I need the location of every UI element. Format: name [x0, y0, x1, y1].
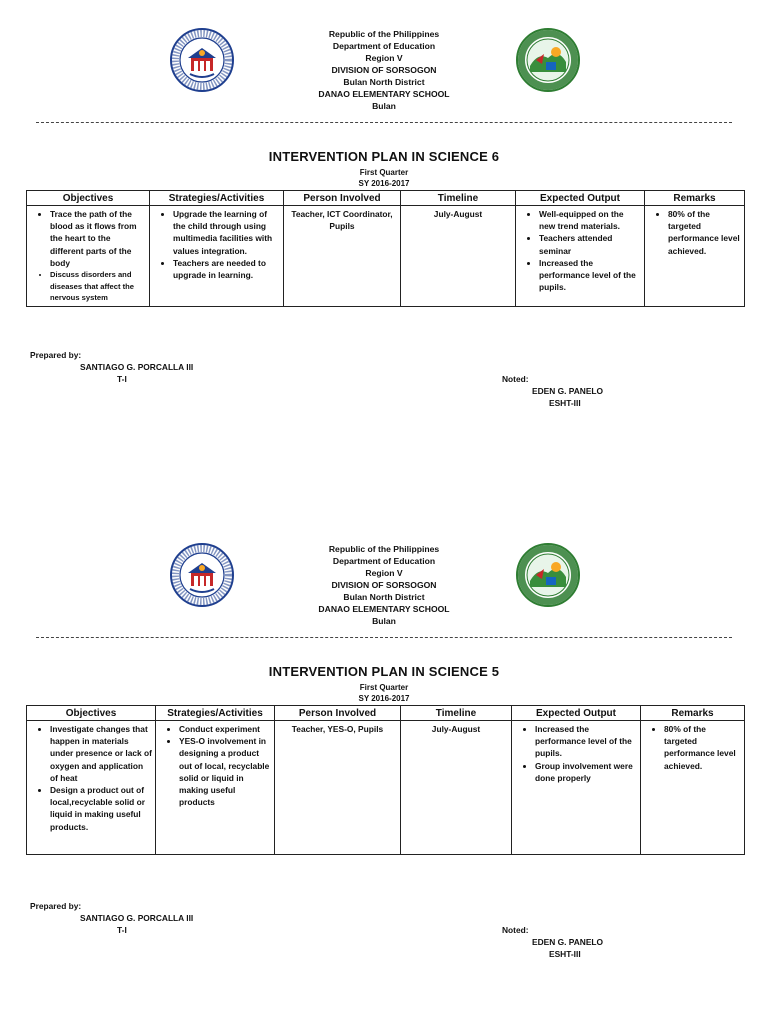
address-line: DIVISION OF SORSOGON	[331, 65, 437, 75]
prepared-by-label: Prepared by:	[30, 901, 82, 911]
objectives-cell	[27, 206, 150, 307]
column-header: Expected Output	[512, 706, 641, 721]
address-line: Department of Education	[332, 556, 436, 566]
list-item: • 80% of the targeted performance level achieved.	[668, 208, 741, 257]
table-row	[27, 721, 745, 855]
plan-table	[26, 190, 745, 307]
prepared-by-name: SANTIAGO G. PORCALLA III	[80, 362, 194, 372]
division-sorsogon-seal-icon	[516, 28, 580, 92]
list-item: • Upgrade the learning of the child through using multimedia facilities with values integration.	[173, 208, 280, 257]
list-item: • Design a product out of local,recyclable solid or liquid in making useful products.	[50, 784, 152, 833]
persons-cell: Teacher, YES-O, Pupils	[275, 721, 401, 855]
list-item: • Increased the performance level of the pupils.	[535, 723, 637, 760]
column-header: Person Involved	[284, 191, 401, 206]
plan-table	[26, 705, 745, 855]
prepared-by-label: Prepared by:	[30, 350, 82, 360]
noted-by-name: EDEN G. PANELO	[532, 386, 604, 396]
header-divider	[36, 637, 732, 638]
address-line: Bulan North District	[343, 592, 425, 602]
address-line: Region V	[365, 53, 403, 63]
column-header: Objectives	[27, 191, 150, 206]
letterhead-address	[284, 543, 484, 627]
column-header: Timeline	[401, 191, 516, 206]
address-line: Bulan	[372, 101, 396, 111]
plan-title: INTERVENTION PLAN IN SCIENCE 5	[268, 664, 500, 679]
address-line: Republic of the Philippines	[328, 29, 440, 39]
letterhead-address	[284, 28, 484, 112]
noted-by-label: Noted:	[502, 925, 529, 935]
outputs-cell	[516, 206, 645, 307]
timeline-cell: July-August	[401, 206, 516, 307]
table-header-row	[27, 706, 745, 721]
address-line: Bulan North District	[343, 77, 425, 87]
column-header: Objectives	[27, 706, 156, 721]
address-line: Region V	[365, 568, 403, 578]
list-item: • Teachers attended seminar	[539, 232, 641, 256]
column-header: Timeline	[401, 706, 512, 721]
intervention-plan-2	[0, 515, 768, 1024]
deped-seal-icon	[170, 543, 234, 607]
prepared-by-name: SANTIAGO G. PORCALLA III	[80, 913, 194, 923]
address-line: Bulan	[372, 616, 396, 626]
column-header: Expected Output	[516, 191, 645, 206]
column-header: Strategies/Activities	[156, 706, 275, 721]
list-item: • Teachers are needed to upgrade in learning.	[173, 257, 280, 281]
column-header: Remarks	[645, 191, 745, 206]
list-item: • Trace the path of the blood as it flows from the heart to the different parts of the body	[50, 208, 146, 269]
column-header: Person Involved	[275, 706, 401, 721]
header-divider	[36, 122, 732, 123]
plan-school-year: SY 2016-2017	[358, 694, 410, 703]
prepared-by-position: T-I	[117, 374, 127, 384]
list-item: • Conduct experiment	[179, 723, 271, 735]
timeline-cell: July-August	[401, 721, 512, 855]
address-line: Department of Education	[332, 41, 436, 51]
remarks-cell	[645, 206, 745, 307]
noted-by-name: EDEN G. PANELO	[532, 937, 604, 947]
column-header: Strategies/Activities	[150, 191, 284, 206]
noted-by-position: ESHT-III	[549, 398, 581, 408]
remarks-cell	[641, 721, 745, 855]
list-item: • Group involvement were done properly	[535, 760, 637, 784]
letterhead	[0, 543, 768, 633]
division-sorsogon-seal-icon	[516, 543, 580, 607]
column-header: Remarks	[641, 706, 745, 721]
prepared-by-position: T-I	[117, 925, 127, 935]
plan-school-year: SY 2016-2017	[358, 179, 410, 188]
outputs-cell	[512, 721, 641, 855]
address-line: DANAO ELEMENTARY SCHOOL	[318, 604, 450, 614]
deped-seal-icon	[170, 28, 234, 92]
table-row	[27, 206, 745, 307]
list-item: • Investigate changes that happen in materials under presence or lack of oxygen and application of heat	[50, 723, 152, 784]
objectives-cell	[27, 721, 156, 855]
list-item: • YES-O involvement in designing a product out of local, recyclable solid or liquid in making useful products	[179, 735, 271, 808]
noted-by-position: ESHT-III	[549, 949, 581, 959]
table-header-row	[27, 191, 745, 206]
plan-quarter: First Quarter	[359, 683, 409, 692]
list-item: • Discuss disorders and diseases that affect the nervous system	[50, 269, 146, 304]
letterhead	[0, 28, 768, 118]
list-item: • 80% of the targeted performance level achieved.	[664, 723, 741, 772]
plan-title: INTERVENTION PLAN IN SCIENCE 6	[268, 149, 500, 164]
list-item: • Well-equipped on the new trend materials.	[539, 208, 641, 232]
plan-quarter: First Quarter	[359, 168, 409, 177]
noted-by-label: Noted:	[502, 374, 529, 384]
list-item: • Increased the performance level of the pupils.	[539, 257, 641, 294]
strategies-cell	[150, 206, 284, 307]
address-line: DIVISION OF SORSOGON	[331, 580, 437, 590]
strategies-cell	[156, 721, 275, 855]
address-line: Republic of the Philippines	[328, 544, 440, 554]
persons-cell: Teacher, ICT Coordinator, Pupils	[284, 206, 401, 307]
address-line: DANAO ELEMENTARY SCHOOL	[318, 89, 450, 99]
